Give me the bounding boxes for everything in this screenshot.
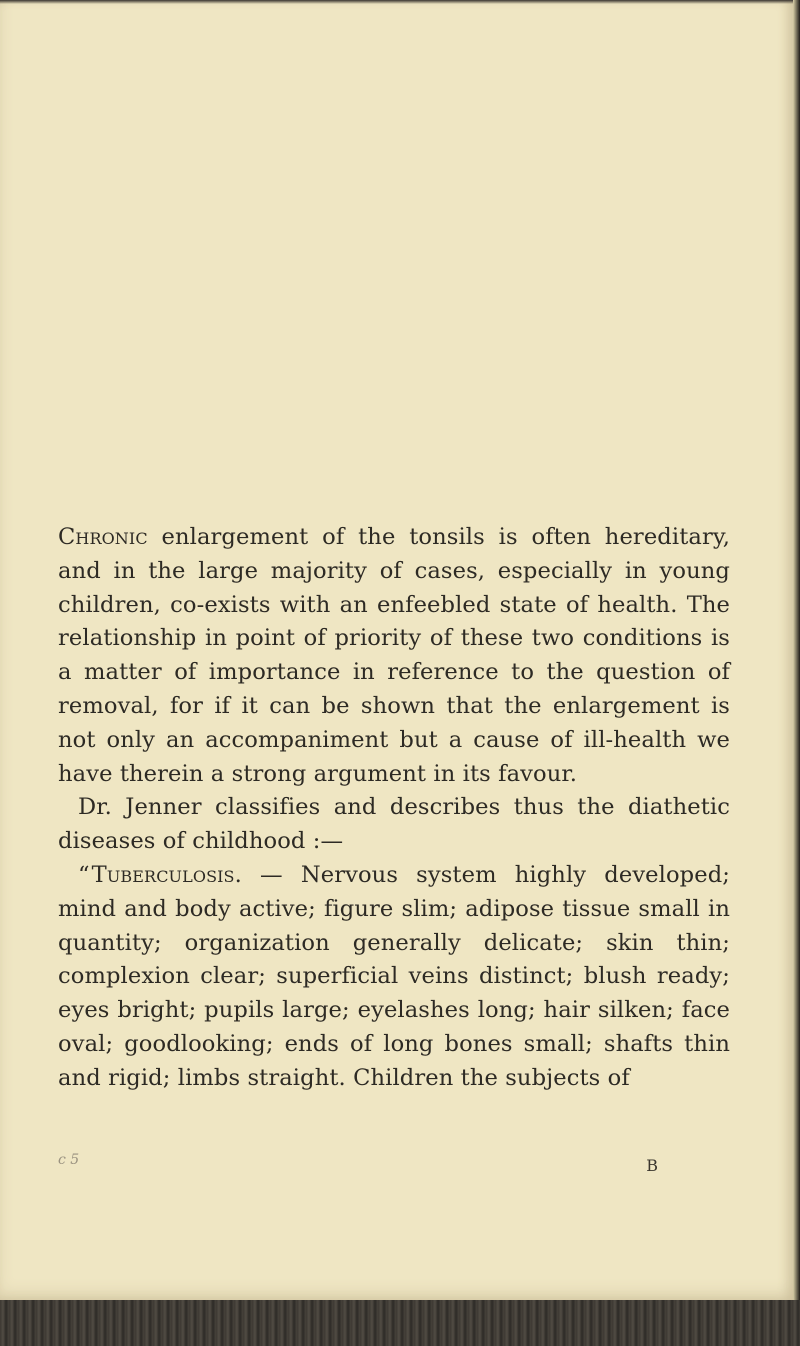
page-right-edge (793, 0, 800, 1346)
body-text (58, 521, 730, 1096)
signature-mark: B (646, 1156, 658, 1175)
page-footer (58, 1152, 730, 1182)
page-top-edge (0, 0, 793, 4)
paragraph-text: Dr. Jenner classifies and describes thus the diathetic diseases of childhood :— (58, 794, 730, 855)
open-quote: “ (78, 861, 90, 888)
paragraph-text: enlargement of the tonsils is often hereditary, and in the large majority of cases, especially in young children, co-exists with an enfeebled state of health. The relationship in point of priority of these two conditions is a matter of importance in reference to the question of removal, for if it can be shown that the enlargement is not only an accompaniment but a cause of ill-health we have therein a strong argument in its favour. (58, 524, 730, 787)
paragraph-jenner-classification (58, 791, 730, 859)
paragraph-chronic-enlargement (58, 521, 730, 791)
paragraph-text: — Nervous system highly developed; mind and body active; figure slim; adipose tissue small in quantity; organization generally delicate; skin thin; complexion clear; superficial veins distinct; blush ready; eyes bright; pupils large; eyelashes long; hair silken; face oval; goodlooking; ends of long bones small; shafts thin and rigid; limbs straight. Children the subjects of (58, 861, 730, 1091)
paragraph-lead-word: Chronic (58, 524, 148, 550)
paragraph-tuberculosis (58, 859, 730, 1096)
paragraph-lead-word: Tuberculosis. (91, 861, 242, 888)
book-edge-strip (0, 1300, 800, 1346)
pencil-mark: c 5 (58, 1152, 80, 1168)
